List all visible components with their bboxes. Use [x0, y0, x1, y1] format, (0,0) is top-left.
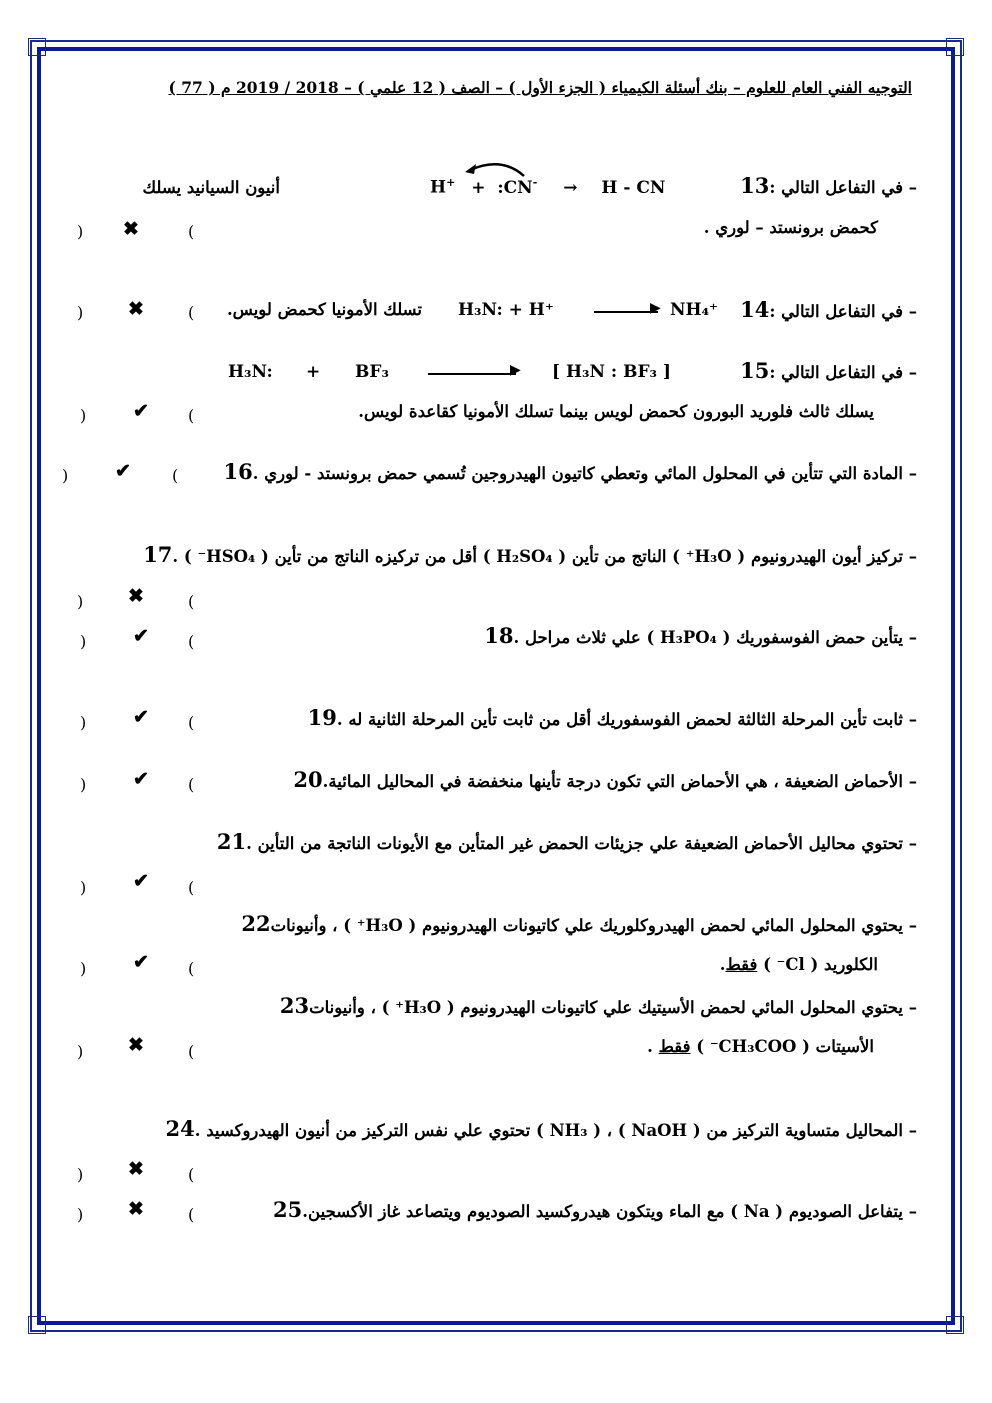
answer-mark: ✖	[123, 218, 139, 240]
corner-ornament	[946, 38, 964, 56]
corner-ornament	[28, 1316, 46, 1334]
reaction-arrow	[428, 373, 516, 375]
answer-mark: ✔	[133, 768, 149, 790]
question-number: 17	[143, 542, 173, 567]
question-number: 16	[223, 459, 253, 484]
answer-mark: ✔	[115, 460, 131, 482]
question-number: 14	[740, 297, 770, 322]
answer-mark: ✔	[133, 951, 149, 973]
corner-ornament	[946, 1316, 964, 1334]
page-header: التوجيه الفني العام للعلوم – بنك أسئلة الكيمياء ( الجزء الأول ) – الصف ( 12 علمي ) – 2018 / 2019 م ( 77 )	[168, 78, 912, 97]
answer-mark: ✖	[128, 298, 144, 320]
question-number: 25	[273, 1197, 303, 1222]
reaction-arrow	[594, 311, 658, 313]
question-number: 13	[740, 173, 770, 198]
answer-mark: ✔	[133, 870, 149, 892]
question-number: 22	[241, 911, 271, 936]
question-number: 23	[279, 993, 310, 1018]
question-number: 18	[484, 623, 514, 648]
answer-mark: ✖	[128, 585, 144, 607]
question-number: 15	[740, 358, 770, 383]
question-number: 21	[216, 829, 247, 854]
answer-mark: ✔	[133, 400, 149, 422]
question-number: 19	[307, 705, 337, 730]
corner-ornament	[28, 38, 46, 56]
equation: H+ + :CN- → H - CN	[430, 176, 666, 198]
question-lead: – في التفاعل التالي :	[769, 178, 917, 197]
question-number: 20	[293, 767, 323, 792]
answer-mark: ✔	[133, 706, 149, 728]
answer-mark: ✔	[133, 625, 149, 647]
answer-mark: ✖	[128, 1034, 144, 1056]
electron-arrow-icon	[462, 158, 528, 180]
answer-mark: ✖	[128, 1158, 144, 1180]
answer-mark: ✖	[128, 1198, 144, 1220]
question-number: 24	[165, 1116, 195, 1141]
